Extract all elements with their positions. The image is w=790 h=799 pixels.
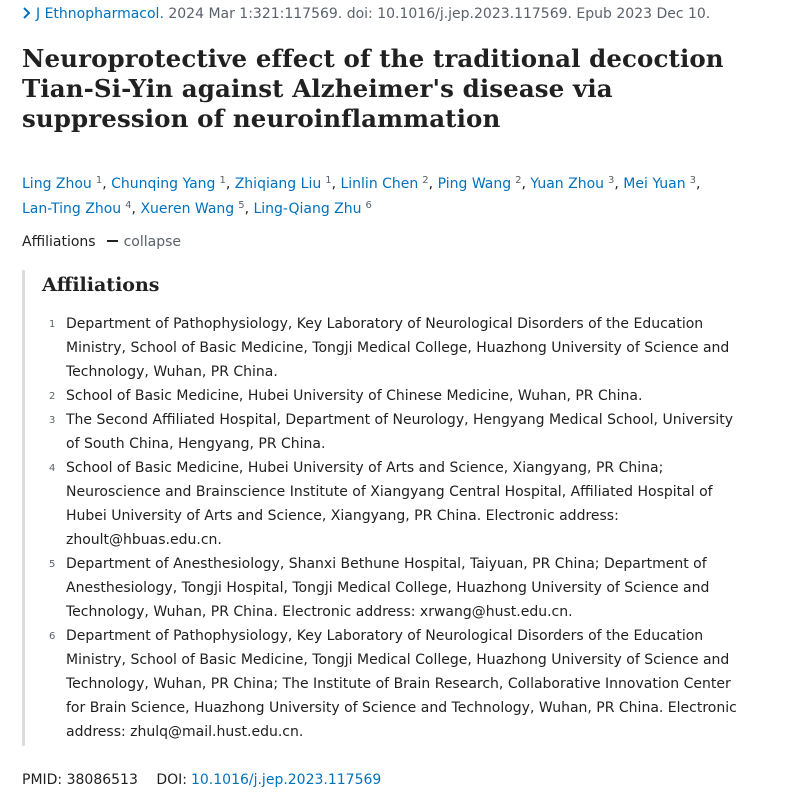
author-name-link[interactable]: Xueren Wang bbox=[140, 201, 235, 217]
author-name-link[interactable]: Chunqing Yang bbox=[111, 176, 216, 192]
author-affiliation-ref[interactable]: 1 bbox=[95, 175, 103, 186]
author-separator: , bbox=[131, 201, 136, 217]
affiliation-text: Department of Pathophysiology, Key Laboratory of Neurological Disorders of the Education Ministry, School of Basic Medicine, Tongji Medical College, Huazhong University of Science and Technology, Wuhan, PR China. bbox=[66, 316, 730, 380]
author-separator: , bbox=[102, 176, 107, 192]
author-name-link[interactable]: Ping Wang bbox=[437, 176, 512, 192]
affiliation-item bbox=[25, 312, 750, 384]
author-affiliation-ref[interactable]: 5 bbox=[238, 200, 245, 211]
author-name-link[interactable]: Mei Yuan bbox=[623, 176, 686, 192]
author-name-link[interactable]: Zhiqiang Liu bbox=[234, 176, 322, 192]
author-item bbox=[22, 201, 136, 217]
author-affiliation-ref[interactable]: 2 bbox=[422, 175, 429, 186]
author-separator: , bbox=[521, 176, 526, 192]
minus-icon bbox=[107, 240, 118, 242]
affiliation-number: 6 bbox=[49, 631, 56, 642]
affiliation-number: 3 bbox=[49, 415, 56, 426]
affiliation-number: 5 bbox=[49, 559, 56, 570]
affiliation-item bbox=[25, 552, 750, 624]
doi-label: DOI: bbox=[156, 772, 187, 788]
affiliation-text: Department of Anesthesiology, Shanxi Bethune Hospital, Taiyuan, PR China; Department of Anesthesiology, Tongji Hospital, Tongji Medical College, Huazhong University of Science and Technology, Wuhan, PR China. Electronic address: xrwang@hust.edu.cn. bbox=[66, 556, 710, 620]
pmid-label: PMID: bbox=[22, 772, 63, 788]
author-name-link[interactable]: Lan-Ting Zhou bbox=[22, 201, 122, 217]
affiliation-text: The Second Affiliated Hospital, Department of Neurology, Hengyang Medical School, University of South China, Hengyang, PR China. bbox=[66, 412, 734, 452]
pmid-value: 38086513 bbox=[66, 772, 138, 788]
author-name-link[interactable]: Ling Zhou bbox=[22, 176, 92, 192]
author-separator: , bbox=[428, 176, 434, 192]
author-separator: , bbox=[614, 176, 619, 192]
author-item bbox=[140, 201, 249, 217]
author-item bbox=[253, 201, 371, 217]
affiliation-item bbox=[25, 408, 750, 456]
affiliation-text: Department of Pathophysiology, Key Laboratory of Neurological Disorders of the Education Ministry, School of Basic Medicine, Tongji Medical College, Huazhong University of Science and Technology, Wuhan, PR China; The Institute of Brain Research, Collaborative Innovation Center for Brain Science, Huazhong University of Science and Technology, Wuhan, PR China. Electronic address: zhulq@mail.hust.edu.cn. bbox=[66, 628, 737, 740]
author-affiliation-ref[interactable]: 1 bbox=[219, 175, 226, 186]
author-separator: , bbox=[331, 176, 337, 192]
chevron-right-icon[interactable] bbox=[22, 7, 32, 23]
author-affiliation-ref[interactable]: 6 bbox=[365, 200, 372, 211]
affiliation-text: School of Basic Medicine, Hubei University of Chinese Medicine, Wuhan, PR China. bbox=[66, 388, 643, 404]
author-item bbox=[340, 176, 433, 192]
author-affiliation-ref[interactable]: 3 bbox=[689, 175, 696, 186]
affiliations-list bbox=[25, 312, 750, 744]
author-affiliation-ref[interactable]: 4 bbox=[125, 200, 132, 211]
affiliations-toggle[interactable] bbox=[22, 234, 181, 250]
journal-link[interactable]: J Ethnopharmacol. bbox=[36, 6, 164, 22]
author-affiliation-ref[interactable]: 1 bbox=[325, 175, 332, 186]
author-item bbox=[111, 176, 230, 192]
collapse-label[interactable]: collapse bbox=[123, 234, 182, 250]
article-identifiers bbox=[22, 772, 381, 788]
author-separator: , bbox=[225, 176, 231, 192]
author-name-link[interactable]: Ling-Qiang Zhu bbox=[253, 201, 362, 217]
author-item bbox=[623, 176, 700, 192]
affiliations-heading: Affiliations bbox=[42, 274, 160, 296]
doi-link[interactable]: 10.1016/j.jep.2023.117569 bbox=[190, 772, 382, 788]
affiliation-number: 4 bbox=[49, 463, 56, 474]
affiliations-panel bbox=[22, 270, 754, 746]
author-item bbox=[235, 176, 336, 192]
affiliation-item bbox=[25, 384, 750, 408]
author-affiliation-ref[interactable]: 2 bbox=[515, 175, 522, 186]
author-name-link[interactable]: Yuan Zhou bbox=[530, 176, 605, 192]
author-list bbox=[22, 172, 762, 222]
author-item bbox=[530, 176, 618, 192]
citation-details: 2024 Mar 1:321:117569. doi: 10.1016/j.jep.2023.117569. Epub 2023 Dec 10. bbox=[168, 6, 711, 22]
affiliation-number: 2 bbox=[49, 391, 56, 402]
author-separator: , bbox=[695, 176, 701, 192]
affiliation-item bbox=[25, 456, 750, 552]
affiliation-number: 1 bbox=[49, 319, 56, 330]
citation-line bbox=[22, 6, 710, 23]
affiliation-item bbox=[25, 624, 750, 744]
author-affiliation-ref[interactable]: 3 bbox=[608, 175, 615, 186]
author-separator: , bbox=[244, 201, 250, 217]
affiliation-text: School of Basic Medicine, Hubei University of Arts and Science, Xiangyang, PR China; Neuroscience and Brainscience Institute of Xiangyang Central Hospital, Affiliated Hospital of Hubei University of Arts and Science, Xiangyang, PR China. Electronic address: zhoult@hbuas.edu.cn. bbox=[66, 460, 713, 548]
author-name-link[interactable]: Linlin Chen bbox=[340, 176, 419, 192]
article-title: Neuroprotective effect of the traditional decoction Tian-Si-Yin against Alzheimer's disease via suppression of neuroinflammation bbox=[22, 44, 724, 133]
author-item bbox=[438, 176, 526, 192]
affiliations-toggle-label: Affiliations bbox=[22, 234, 96, 250]
author-item bbox=[22, 176, 107, 192]
